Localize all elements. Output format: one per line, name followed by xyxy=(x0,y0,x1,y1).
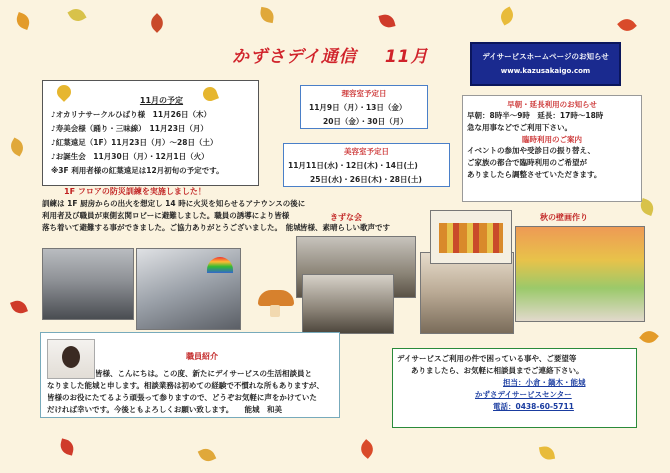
homepage-notice xyxy=(470,42,621,86)
drill-line: 利用者及び職員が東側玄関ロビーに避難しました。職員の誘導により皆様 xyxy=(42,211,290,220)
contact-line: デイサービスご利用の件で困っている事や、ご要望等 xyxy=(397,354,577,363)
homepage-heading: デイサービスホームページのお知らせ xyxy=(482,52,609,61)
title-month: 11月 xyxy=(384,47,429,67)
barber-dates-2: 20日（金）・30日（月） xyxy=(323,117,408,126)
contact-phone[interactable]: 電話：0438-60-5711 xyxy=(493,402,574,411)
schedule-row: ♪紅葉遠足（1F）11月23日（月）～28日（土） xyxy=(51,138,218,147)
drill-text xyxy=(42,198,305,234)
temp-use-heading: 臨時利用のご案内 xyxy=(522,135,582,144)
mushroom-icon xyxy=(258,290,294,306)
avatar xyxy=(62,346,80,368)
schedule-row: ※3F 利用者様の紅葉遠足は12月初旬の予定です。 xyxy=(51,166,224,175)
extension-note: 急な用事などでご利用下さい。 xyxy=(467,123,572,132)
extension-heading: 早朝・延長利用のお知らせ xyxy=(507,100,597,109)
temp-use-line: ありましたら調整させていただきます。 xyxy=(467,170,602,179)
schedule-row: ♪オカリナサークルひばり様 11月26日（木） xyxy=(51,110,212,119)
temp-use-line: イベントの参加や受診日の振り替え、 xyxy=(467,146,595,155)
contact-box xyxy=(392,348,637,428)
contact-line: ありましたら、お気軽に相談員までご連絡下さい。 xyxy=(411,366,584,375)
beauty-dates-2: 25日(水)・26日(木)・28日(土) xyxy=(310,175,422,184)
wall-photo-2 xyxy=(515,226,645,322)
staff-text xyxy=(47,368,324,416)
staff-line: 皆様、こんにちは。この度、新たにデイサービスの生活相談員と xyxy=(95,369,312,378)
beauty-heading: 美容室予定日 xyxy=(344,147,389,156)
title-main: かずさデイ通信 xyxy=(232,47,357,67)
autumn-leaf-icon xyxy=(617,15,637,35)
autumn-leaf-icon xyxy=(259,7,275,23)
leaf-mural xyxy=(439,223,503,253)
wall-heading: 秋の壁画作り xyxy=(540,213,588,222)
autumn-leaf-icon xyxy=(497,6,516,25)
drill-line: 訓練は 1F 厨房からの出火を想定し 14 時に火災を知らせるアナウンスの後に xyxy=(42,199,306,208)
page-title xyxy=(232,42,428,67)
autumn-leaf-icon xyxy=(147,13,167,33)
drill-line: 落ち着いて避難する事ができました。ご協力ありがとうございました。 能城 xyxy=(42,223,301,232)
singing-photo-2 xyxy=(302,274,394,334)
barber-dates-1: 11月9日（月）・13日（金） xyxy=(309,103,407,112)
autumn-leaf-icon xyxy=(378,12,395,29)
singing-caption: 皆様、素晴らしい歌声です xyxy=(300,223,390,232)
autumn-leaf-icon xyxy=(10,298,28,316)
contact-staff: 担当：小倉・鍋木・能城 xyxy=(503,378,586,387)
staff-line: だければ幸いです。今後ともよろしくお願い致します。 能城 和美 xyxy=(47,405,283,414)
staff-heading: 職員紹介 xyxy=(186,352,218,361)
barber-schedule xyxy=(300,85,428,129)
monthly-schedule xyxy=(42,80,259,186)
autumn-leaf-icon xyxy=(58,438,75,455)
drill-photo-2 xyxy=(136,248,241,330)
barber-heading: 理容室予定日 xyxy=(341,89,387,98)
homepage-url[interactable]: www.kazusakaigo.com xyxy=(500,67,591,75)
extension-notice xyxy=(462,95,642,202)
autumn-leaf-icon xyxy=(14,12,32,30)
beauty-dates-1: 11月11日(水)・12日(木)・14日(土) xyxy=(288,161,418,170)
staff-intro xyxy=(40,332,340,418)
drill-photo-1 xyxy=(42,248,134,320)
autumn-leaf-icon xyxy=(539,445,555,461)
rainbow-mural xyxy=(207,257,233,273)
singing-photo-3 xyxy=(420,252,514,334)
autumn-leaf-icon xyxy=(7,137,26,156)
autumn-leaf-icon xyxy=(67,5,86,24)
staff-line: なりました能城と申します。相談業務は初めての経験で不慣れな所もありますが、 xyxy=(47,381,324,390)
temp-use-line: ご家族の都合で臨時利用のご希望が xyxy=(467,158,587,167)
schedule-heading: 11月の予定 xyxy=(139,96,184,105)
staff-line: 皆様のお役にたてるよう頑張って参りますので、どうぞお気軽に声をかけていた xyxy=(47,393,317,402)
drill-heading: 1F フロアの防災訓練を実施しました！ xyxy=(64,187,206,196)
wall-photo-1 xyxy=(430,210,512,264)
beauty-schedule xyxy=(283,143,450,187)
schedule-row: ♪お誕生会 11月30日（月）・12月1日（火） xyxy=(51,152,209,161)
mushroom-stem-icon xyxy=(270,305,280,317)
extension-hours: 早朝：8時半～9時 延長：17時～18時 xyxy=(467,111,604,120)
singing-heading: きずな会 xyxy=(330,213,362,222)
autumn-leaf-icon xyxy=(639,327,659,347)
contact-center: かずさデイサービスセンター xyxy=(475,390,572,399)
autumn-leaf-icon xyxy=(357,439,377,459)
schedule-row: ♪寿美会様（踊り・三味線） 11月23日（月） xyxy=(51,124,208,133)
autumn-leaf-icon xyxy=(198,446,217,465)
